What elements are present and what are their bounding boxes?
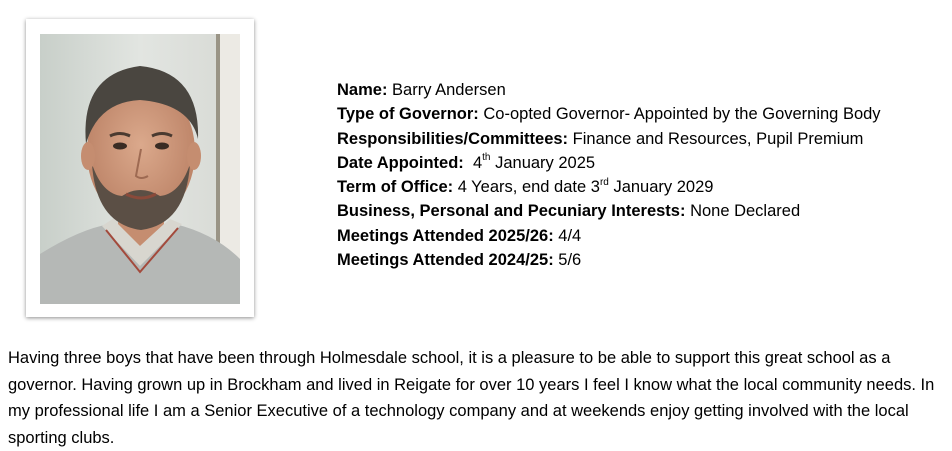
name-value: Barry Andersen [392,81,506,99]
meetings-2025-26-row [337,224,881,248]
date-appointed-day: 4 [472,153,483,172]
term-of-office-rest: January 2029 [613,178,714,197]
governor-type-value: Co-opted Governor- Appointed by the Governing Body [483,105,881,124]
governor-details [337,78,881,272]
meetings-2025-26-label: Meetings Attended 2025/26: [337,226,554,245]
profile-photo-frame [26,19,254,317]
responsibilities-row [337,127,881,151]
responsibilities-label: Responsibilities/Committees: [337,129,569,148]
interests-value: None Declared [690,202,801,221]
date-appointed-rest: January 2025 [495,153,596,172]
meetings-2024-25-value: 5/6 [558,251,582,270]
profile-photo [40,34,240,304]
name-row [337,78,881,102]
meetings-2024-25-row [337,248,881,272]
term-of-office-suffix: rd [599,176,609,188]
term-of-office-prefix: 4 Years, end date 3 [457,178,600,197]
date-appointed-suffix: th [482,152,491,164]
date-appointed-row [337,151,881,175]
governor-type-row [337,102,881,126]
term-of-office-label: Term of Office: [337,178,454,197]
portrait-illustration [40,34,240,304]
meetings-2025-26-value: 4/4 [558,226,582,245]
meetings-2024-25-label: Meetings Attended 2024/25: [337,251,554,270]
term-of-office-row [337,175,881,199]
responsibilities-value: Finance and Resources, Pupil Premium [572,129,864,148]
biography-paragraph: Having three boys that have been through Holmesdale school, it is a pleasure to be able to support this great school as a governor. Having grown up in Brockham and lived in Reigate for over 10 years I feel I know what the local community needs. In my professional life I am a Senior Executive of a technology company and at weekends enjoy getting involved with the local sporting clubs. [8,349,935,447]
date-appointed-label: Date Appointed: [337,153,464,172]
interests-label: Business, Personal and Pecuniary Interests: [337,202,686,221]
interests-row [337,199,881,223]
name-label: Name: [337,81,388,99]
governor-type-label: Type of Governor: [337,105,479,124]
